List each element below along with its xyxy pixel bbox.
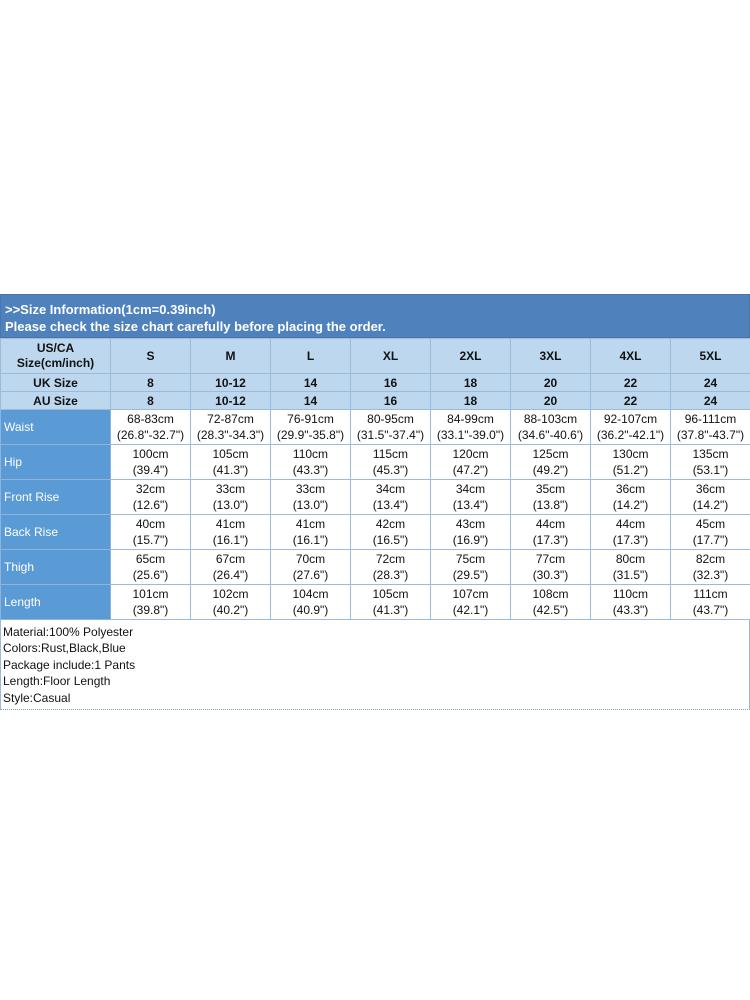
measurement-cell: [431, 410, 511, 445]
size-cell: 20: [511, 374, 591, 392]
measurement-inch: (43.3"): [612, 603, 649, 617]
measurement-cell: [351, 410, 431, 445]
measurement-inch: (33.1"-39.0"): [436, 428, 505, 442]
measurement-inch: (14.2"): [612, 498, 649, 512]
measurement-cm: 108cm: [532, 587, 569, 601]
measurement-inch: (31.5"): [612, 568, 649, 582]
measurement-cm: 88-103cm: [523, 412, 578, 426]
size-cell: 24: [671, 374, 750, 392]
measurement-cm: 41cm: [215, 517, 246, 531]
measurement-cell: [191, 445, 271, 480]
size-cell: S: [111, 339, 191, 374]
measurement-cell: [271, 480, 351, 515]
measurement-inch: (45.3"): [372, 463, 409, 477]
measurement-cell: [351, 515, 431, 550]
measurement-inch: (41.3"): [212, 463, 249, 477]
size-cell: L: [271, 339, 351, 374]
measurement-cell: [671, 445, 750, 480]
measurement-inch: (13.0"): [292, 498, 329, 512]
measurement-cell: [351, 550, 431, 585]
measurement-cm: 130cm: [612, 447, 649, 461]
measurement-cm: 75cm: [455, 552, 486, 566]
measurement-cell: [191, 410, 271, 445]
measurement-cm: 44cm: [535, 517, 566, 531]
size-cell: 10-12: [191, 374, 271, 392]
measurement-cell: [511, 480, 591, 515]
measurement-inch: (43.7"): [692, 603, 729, 617]
measurement-row: [1, 515, 750, 550]
au-size-label: AU Size: [1, 392, 111, 410]
measurement-cm: 115cm: [372, 447, 409, 461]
measurement-cm: 111cm: [693, 587, 728, 601]
measurement-cm: 92-107cm: [603, 412, 658, 426]
measurement-cm: 43cm: [455, 517, 486, 531]
measurement-cell: [671, 410, 750, 445]
measurement-inch: (14.2"): [692, 498, 729, 512]
size-table: [0, 338, 750, 620]
measurement-cm: 80cm: [615, 552, 646, 566]
info-material: Material:100% Polyester: [3, 625, 134, 639]
measurement-label: Length: [1, 585, 111, 620]
measurement-label: Hip: [1, 445, 111, 480]
size-cell: 18: [431, 392, 511, 410]
measurement-cell: [351, 480, 431, 515]
measurement-inch: (16.1"): [292, 533, 329, 547]
measurement-cm: 40cm: [135, 517, 166, 531]
measurement-cell: [271, 515, 351, 550]
measurement-row: [1, 585, 750, 620]
measurement-cm: 110cm: [292, 447, 329, 461]
us-size-row: [1, 339, 750, 374]
measurement-cm: 36cm: [615, 482, 646, 496]
size-cell: 22: [591, 374, 671, 392]
measurement-cell: [511, 585, 591, 620]
size-cell: 3XL: [511, 339, 591, 374]
product-info: [0, 620, 750, 710]
info-style: Style:Casual: [3, 690, 71, 705]
measurement-inch: (49.2"): [532, 463, 569, 477]
uk-size-row: [1, 374, 750, 392]
uk-size-label: UK Size: [1, 374, 111, 392]
measurement-inch: (17.7"): [692, 533, 729, 547]
measurement-cm: 120cm: [452, 447, 489, 461]
measurement-inch: (29.9"-35.8"): [276, 428, 345, 442]
size-info-banner: [0, 294, 750, 338]
measurement-cm: 107cm: [452, 587, 489, 601]
size-cell: 16: [351, 392, 431, 410]
measurement-cell: [111, 410, 191, 445]
measurement-inch: (16.9"): [452, 533, 489, 547]
measurement-inch: (25.6"): [132, 568, 169, 582]
measurement-cell: [191, 550, 271, 585]
measurement-inch: (40.9"): [292, 603, 329, 617]
measurement-cm: 68-83cm: [127, 412, 174, 426]
measurement-cm: 42cm: [375, 517, 406, 531]
measurement-inch: (15.7"): [132, 533, 169, 547]
measurement-inch: (30.3"): [532, 568, 569, 582]
measurement-cell: [271, 445, 351, 480]
measurement-cell: [271, 585, 351, 620]
measurement-cell: [111, 585, 191, 620]
measurement-cell: [431, 445, 511, 480]
measurement-cm: 45cm: [695, 517, 726, 531]
measurement-cm: 65cm: [135, 552, 166, 566]
measurement-cm: 32cm: [135, 482, 166, 496]
size-cell: M: [191, 339, 271, 374]
measurement-cm: 96-111cm: [684, 412, 737, 426]
measurement-inch: (13.4"): [372, 498, 409, 512]
measurement-row: [1, 480, 750, 515]
measurement-cell: [111, 550, 191, 585]
size-cell: 5XL: [671, 339, 750, 374]
measurement-cell: [511, 550, 591, 585]
measurement-inch: (43.3"): [292, 463, 329, 477]
measurement-cell: [671, 585, 750, 620]
measurement-inch: (36.2"-42.1"): [596, 428, 665, 442]
measurement-cell: [671, 480, 750, 515]
measurement-inch: (28.3"-34.3"): [196, 428, 265, 442]
measurement-label: Back Rise: [1, 515, 111, 550]
measurement-cm: 70cm: [295, 552, 326, 566]
measurement-inch: (17.3"): [532, 533, 569, 547]
measurement-cm: 76-91cm: [287, 412, 334, 426]
measurement-inch: (26.8"-32.7"): [116, 428, 185, 442]
measurement-label: Thigh: [1, 550, 111, 585]
measurement-cell: [591, 410, 671, 445]
measurement-inch: (51.2"): [612, 463, 649, 477]
size-cell: 8: [111, 392, 191, 410]
size-cell: 14: [271, 392, 351, 410]
measurement-cm: 105cm: [372, 587, 409, 601]
measurement-inch: (13.4"): [452, 498, 489, 512]
measurement-cell: [431, 515, 511, 550]
au-size-row: [1, 392, 750, 410]
measurement-cm: 35cm: [535, 482, 566, 496]
measurement-cm: 84-99cm: [447, 412, 494, 426]
measurement-cm: 33cm: [215, 482, 246, 496]
measurement-cm: 72-87cm: [207, 412, 254, 426]
size-cell: 14: [271, 374, 351, 392]
measurement-inch: (32.3"): [692, 568, 729, 582]
measurement-cell: [351, 445, 431, 480]
measurement-inch: (27.6"): [292, 568, 329, 582]
measurement-cm: 36cm: [695, 482, 726, 496]
measurement-inch: (31.5"-37.4"): [356, 428, 425, 442]
measurement-inch: (34.6"-40.6'): [517, 428, 584, 442]
measurement-cm: 77cm: [535, 552, 566, 566]
measurement-cell: [431, 585, 511, 620]
measurement-cell: [591, 550, 671, 585]
measurement-cell: [591, 480, 671, 515]
measurement-cm: 44cm: [615, 517, 646, 531]
size-cell: 18: [431, 374, 511, 392]
measurement-inch: (13.0"): [212, 498, 249, 512]
measurement-cm: 110cm: [612, 587, 649, 601]
measurement-inch: (53.1"): [692, 463, 729, 477]
measurement-cm: 125cm: [532, 447, 569, 461]
measurement-cm: 72cm: [375, 552, 406, 566]
measurement-cm: 105cm: [212, 447, 249, 461]
measurement-inch: (39.8"): [132, 603, 169, 617]
measurement-inch: (13.8"): [532, 498, 569, 512]
measurement-cm: 135cm: [692, 447, 729, 461]
measurement-inch: (41.3"): [372, 603, 409, 617]
measurement-inch: (39.4"): [132, 463, 169, 477]
size-cell: XL: [351, 339, 431, 374]
measurement-label: Front Rise: [1, 480, 111, 515]
measurement-inch: (26.4"): [212, 568, 249, 582]
measurement-cm: 33cm: [295, 482, 326, 496]
us-size-label-line1: US/CA: [36, 341, 75, 355]
measurement-inch: (16.5"): [372, 533, 409, 547]
measurement-cell: [271, 550, 351, 585]
measurement-cell: [591, 515, 671, 550]
size-cell: 10-12: [191, 392, 271, 410]
measurement-inch: (17.3"): [612, 533, 649, 547]
measurement-cell: [671, 550, 750, 585]
measurement-cell: [271, 410, 351, 445]
size-chart: [0, 294, 750, 710]
size-cell: 22: [591, 392, 671, 410]
measurement-cm: 102cm: [212, 587, 249, 601]
info-colors: Colors:Rust,Black,Blue: [3, 641, 126, 656]
measurement-cell: [511, 410, 591, 445]
measurement-cell: [671, 515, 750, 550]
measurement-cell: [111, 480, 191, 515]
size-cell: 8: [111, 374, 191, 392]
measurement-inch: (29.5"): [452, 568, 489, 582]
measurement-inch: (12.6"): [132, 498, 169, 512]
us-size-label-line2: Size(cm/inch): [16, 356, 95, 370]
measurement-cell: [351, 585, 431, 620]
size-cell: 16: [351, 374, 431, 392]
measurement-cell: [511, 445, 591, 480]
measurement-cm: 82cm: [695, 552, 726, 566]
measurement-cell: [431, 480, 511, 515]
measurement-row: [1, 410, 750, 445]
measurement-cm: 67cm: [215, 552, 246, 566]
measurement-inch: (28.3"): [372, 568, 409, 582]
size-cell: 4XL: [591, 339, 671, 374]
measurement-inch: (42.5"): [532, 603, 569, 617]
us-size-label: [1, 339, 111, 374]
info-package: Package include:1 Pants: [3, 657, 136, 672]
measurement-inch: (40.2"): [212, 603, 249, 617]
info-length: Length:Floor Length: [3, 674, 111, 689]
measurement-cm: 100cm: [132, 447, 169, 461]
size-cell: 2XL: [431, 339, 511, 374]
measurement-cm: 34cm: [375, 482, 406, 496]
measurement-inch: (47.2"): [452, 463, 489, 477]
measurement-cell: [191, 585, 271, 620]
measurement-inch: (16.1"): [212, 533, 249, 547]
size-cell: 20: [511, 392, 591, 410]
measurement-row: [1, 445, 750, 480]
measurement-cell: [511, 515, 591, 550]
measurement-cell: [191, 515, 271, 550]
banner-notice: Please check the size chart carefully before placing the order.: [5, 319, 386, 334]
banner-title: >>Size Information(1cm=0.39inch): [5, 302, 216, 317]
measurement-cell: [591, 585, 671, 620]
measurement-cell: [111, 445, 191, 480]
measurement-cm: 41cm: [295, 517, 326, 531]
measurement-cell: [191, 480, 271, 515]
measurement-cm: 104cm: [292, 587, 329, 601]
measurement-cell: [111, 515, 191, 550]
measurement-cm: 34cm: [455, 482, 486, 496]
measurement-cell: [431, 550, 511, 585]
measurement-inch: (42.1"): [452, 603, 489, 617]
measurement-cell: [591, 445, 671, 480]
measurement-label: Waist: [1, 410, 111, 445]
measurement-cm: 101cm: [132, 587, 169, 601]
measurement-row: [1, 550, 750, 585]
measurement-inch: (37.8"-43.7"): [676, 428, 745, 442]
size-cell: 24: [671, 392, 750, 410]
measurement-cm: 80-95cm: [367, 412, 414, 426]
